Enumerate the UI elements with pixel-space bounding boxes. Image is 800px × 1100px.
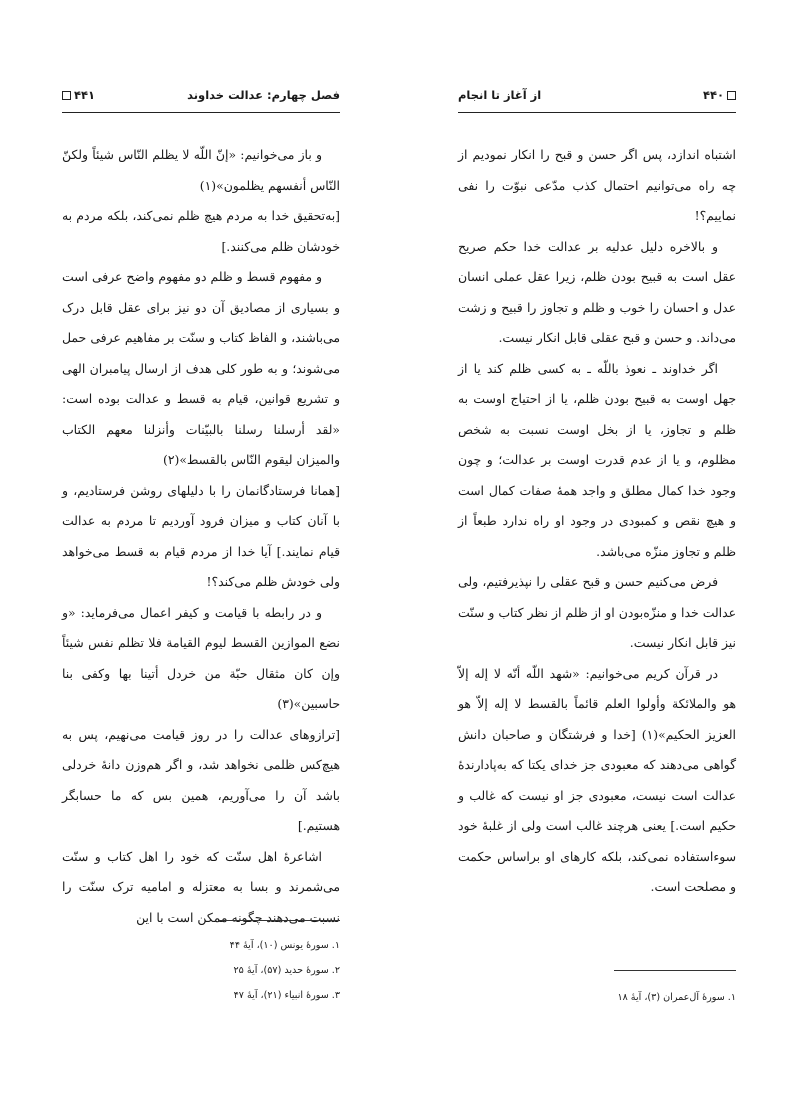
footnote: ۲. سورهٔ حدید (۵۷)، آیهٔ ۲۵ bbox=[233, 965, 340, 976]
footnote: ۱. سورهٔ یونس (۱۰)، آیهٔ ۴۴ bbox=[229, 940, 340, 951]
paragraph: [به‌تحقیق خدا به مردم هیچ ظلم نمی‌کند، بلکه مردم به خودشان ظلم می‌کنند.] bbox=[62, 208, 340, 254]
page-marker-icon bbox=[727, 91, 736, 100]
footnote: ۱. سورهٔ آل‌عمران (۳)، آیهٔ ۱۸ bbox=[617, 992, 736, 1003]
paragraph: اگر خداوند ـ نعوذ باللّه ـ به کسی ظلم کند یا از جهل اوست به قبیح بودن ظلم، یا از احتیاج اوست به ظلم و تجاوز، یا از بخل اوست نسبت به شخص مظلوم، و یا از عدم قدرت اوست بر عدالت؛ و چون وجود خدا کمال مطلق و واجد همهٔ صفات کمال است و هیچ نقص و کمبودی در وجود او راه ندارد طبعاً از ظلم و تجاوز منزّه می‌باشد. bbox=[458, 360, 736, 559]
paragraph: [همانا فرستادگانمان را با دلیلهای روشن فرستادیم، و با آنان کتاب و میزان فرود آوردیم تا مردم به عدالت قیام نمایند.] آیا خدا از مردم قیام به قسط می‌خواهد ولی خودش ظلم می‌کند؟! bbox=[62, 482, 340, 589]
header-rule bbox=[458, 112, 736, 113]
header-title: فصل چهارم: عدالت خداوند bbox=[187, 88, 340, 102]
header-rule bbox=[62, 112, 340, 113]
page-header bbox=[62, 84, 340, 106]
page-marker-icon bbox=[62, 91, 71, 100]
footnote-rule bbox=[614, 970, 736, 971]
body-text bbox=[62, 140, 340, 933]
paragraph: اشاعرهٔ اهل سنّت که خود را اهل کتاب و سنّت می‌شمرند و بسا به معتزله و امامیه ترک سنّت را نسبت می‌دهند چگونه ممکن است با این bbox=[62, 848, 340, 925]
page-number-text: ۴۴۰ bbox=[702, 88, 724, 102]
page-header bbox=[458, 84, 736, 106]
page-number-text: ۴۴۱ bbox=[74, 88, 96, 102]
paragraph: و بالاخره دلیل عدلیه بر عدالت خدا حکم صریح عقل است به قبیح بودن ظلم، زیرا عقل عملی انسان عدل و احسان را خوب و ظلم و تجاوز را قبیح و زشت می‌داند. و حسن و قبح عقلی قابل انکار نیست. bbox=[458, 238, 736, 345]
paragraph: و مفهوم قسط و ظلم دو مفهوم واضح عرفی است و بسیاری از مصادیق آن دو نیز برای عقل قابل درک می‌باشند، و الفاظ کتاب و سنّت بر مفاهیم عرفی حمل می‌شوند؛ و به طور کلی هدف از ارسال پیامبران الهی و تشریع قوانین، قیام به قسط و عدالت بوده است: «لقد أرسلنا رسلنا بالبیّنات وأنزلنا معهم الکتاب والمیزان لیقوم النّاس بالقسط»(۲) bbox=[62, 269, 340, 467]
page-number bbox=[62, 88, 95, 102]
footnote: ۳. سورهٔ انبیاء (۲۱)، آیهٔ ۴۷ bbox=[233, 990, 340, 1001]
header-title: از آغاز تا انجام bbox=[458, 88, 542, 102]
paragraph: [ترازوهای عدالت را در روز قیامت می‌نهیم، پس به هیچ‌کس ظلمی نخواهد شد، و اگر هم‌وزن دانهٔ خردلی باشد آن را می‌آوریم، همین بس که ما حسابگر هستیم.] bbox=[62, 726, 340, 833]
right-page bbox=[400, 0, 800, 1100]
footnotes bbox=[458, 985, 736, 1010]
paragraph: و باز می‌خوانیم: «إنّ اللّه لا یظلم النّاس شیئاً ولکنّ النّاس أنفسهم یظلمون»(۱) bbox=[62, 147, 340, 193]
paragraph: در قرآن کریم می‌خوانیم: «شهد اللّه أنّه لا إله إلاّ هو والملائکة وأولوا العلم قائماً بالقسط لا إله إلاّ هو العزیز الحکیم»(۱) [خدا و فرشتگان و صاحبان دانش گواهی می‌دهند که معبودی جز خدای یکتا که به‌پادارندهٔ عدالت است نیست، معبودی جز او نیست که غالب و حکیم است.] یعنی هرچند غالب است ولی از غلبهٔ خود سوءاستفاده نمی‌کند، بلکه کارهای او براساس حکمت و مصلحت است. bbox=[458, 665, 737, 894]
body-text bbox=[458, 140, 736, 903]
footnotes bbox=[62, 933, 340, 1008]
footnote-rule bbox=[218, 920, 340, 921]
paragraph: و در رابطه با قیامت و کیفر اعمال می‌فرماید: «و نضع الموازین القسط لیوم القیامة فلا تظلم نفس شیئاً وإن کان مثقال حبّة من خردل أتینا بها وکفی بنا حاسبین»(۳) bbox=[62, 604, 340, 711]
paragraph: اشتباه اندازد، پس اگر حسن و قبح را انکار نمودیم از چه راه می‌توانیم احتمال کذب مدّعی نبوّت را نفی نماییم؟! bbox=[458, 147, 736, 223]
paragraph: فرض می‌کنیم حسن و قبح عقلی را نپذیرفتیم، ولی عدالت خدا و منزّه‌بودن او از ظلم از نظر کتاب و سنّت نیز قابل انکار نیست. bbox=[458, 574, 736, 650]
page-number bbox=[703, 88, 736, 102]
